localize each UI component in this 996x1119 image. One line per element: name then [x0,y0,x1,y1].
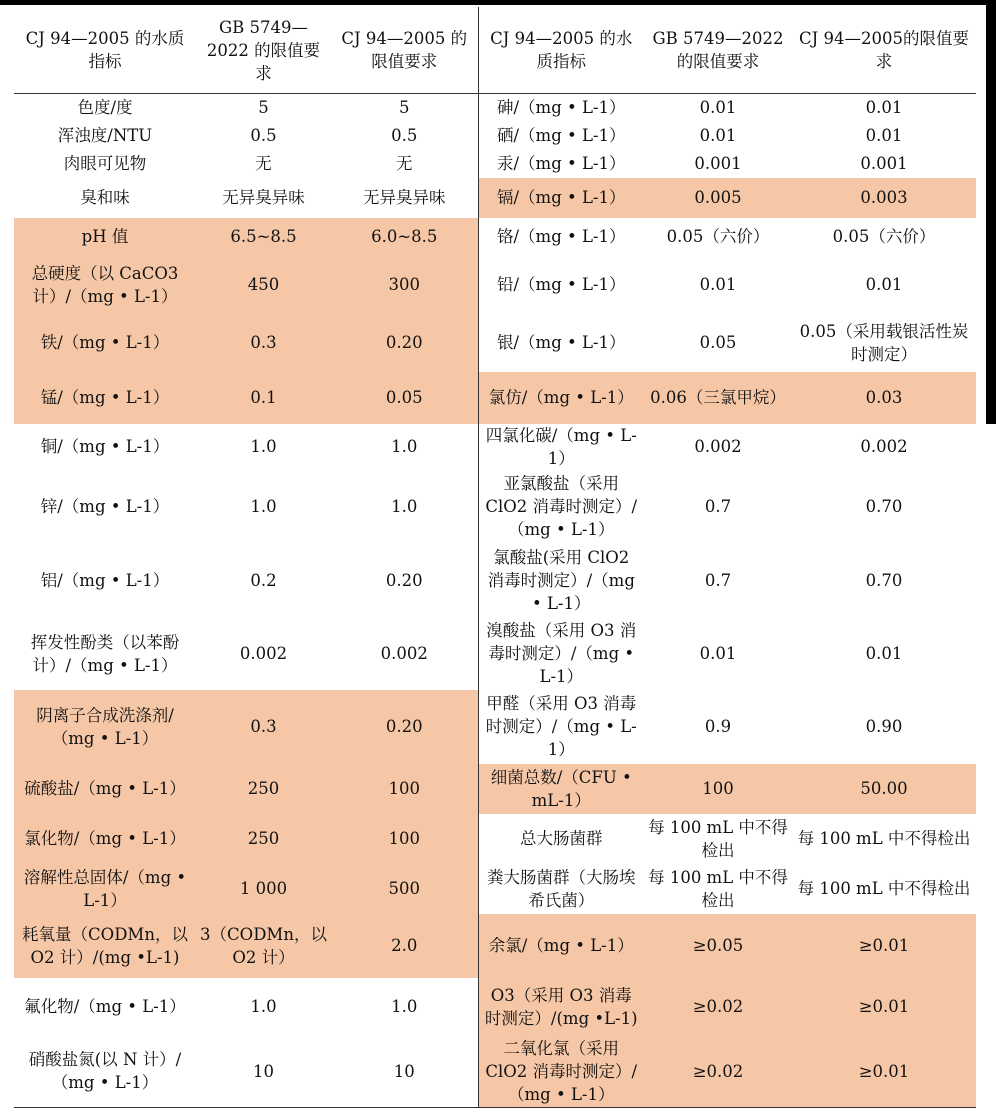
right-cell-cj-limit: 0.01 [865,275,903,294]
left-cell-cj-limit: 0.002 [331,618,478,690]
left-cell-cj-limit: 500 [331,864,478,914]
left-cell-indicator: 挥发性酚类（以苯酚计）/（mg • L-1） [30,632,180,675]
left-cell-gb-limit: 0.5 [250,126,277,145]
table-row [14,256,976,314]
left-cell-gb-limit: 6.5~8.5 [196,218,331,256]
header-left-indicator: CJ 94—2005 的水质指标 [14,7,196,94]
left-cell-indicator: 硫酸盐/（mg • L-1） [14,764,196,814]
left-cell-indicator: 肉眼可见物 [63,154,147,173]
left-cell-gb-limit: 5 [258,98,269,118]
left-cell-cj-limit: 0.5 [331,122,478,150]
left-cell-cj-limit: 0.05 [331,372,478,424]
right-cell-indicator: 亚氯酸盐（采用 ClO2 消毒时测定）/（mg • L-1） [485,474,638,539]
right-cell-cj-limit: 0.70 [865,497,903,516]
left-cell-cj-limit: 0.20 [331,314,478,372]
left-cell-indicator: 铁/（mg • L-1） [14,314,196,372]
left-cell-gb-limit: 3（CODMn，以 O2 计） [196,914,331,978]
right-cell-indicator: 砷/（mg • L-1） [496,98,626,118]
right-cell-cj-limit: 每 100 mL 中不得检出 [797,879,971,898]
left-cell-cj-limit: 2.0 [331,914,478,978]
left-cell-indicator: 总硬度（以 CaCO3 计）/（mg • L-1） [14,256,196,314]
right-cell-indicator: 余氯/（mg • L-1） [478,914,644,978]
right-cell-gb-limit: 0.7 [704,571,732,590]
left-cell-indicator: 锌/（mg • L-1） [40,497,170,516]
left-cell-gb-limit: 10 [196,1036,331,1108]
left-cell-indicator: 铝/（mg • L-1） [40,571,170,590]
left-cell-cj-limit: 10 [331,1036,478,1108]
right-cell-cj-limit: 0.90 [865,717,903,736]
right-cell-indicator: 硒/（mg • L-1） [496,126,626,145]
left-cell-gb-limit: 250 [196,764,331,814]
left-cell-indicator: 色度/度 [77,98,133,118]
left-cell-gb-limit: 250 [196,814,331,864]
right-cell-cj-limit: ≥0.01 [792,978,976,1036]
left-cell-cj-limit: 100 [331,764,478,814]
table-row [14,314,976,372]
left-cell-gb-limit: 0.1 [196,372,331,424]
header-row [14,7,976,94]
right-cell-indicator: 银/（mg • L-1） [496,333,626,352]
right-cell-gb-limit: ≥0.05 [644,914,792,978]
left-cell-cj-limit: 5 [331,94,478,122]
right-cell-cj-limit: 0.03 [792,372,976,424]
left-cell-indicator: 硝酸盐氮(以 N 计）/（mg • L-1） [14,1036,196,1108]
table-row [14,814,976,864]
table-row [14,864,976,914]
left-cell-gb-limit: 0.3 [196,690,331,764]
table-row [14,978,976,1036]
left-cell-gb-limit: 450 [196,256,331,314]
right-cell-cj-limit: 0.01 [865,98,903,118]
left-cell-indicator: 氟化物/（mg • L-1） [24,997,186,1016]
left-cell-cj-limit: 无 [331,150,478,178]
right-cell-cj-limit: 0.003 [792,178,976,218]
left-cell-cj-limit: 100 [331,814,478,864]
right-cell-cj-limit: 0.05（采用载银活性炭时测定） [799,321,969,364]
left-cell-cj-limit: 300 [331,256,478,314]
right-cell-cj-limit: 50.00 [792,764,976,814]
right-cell-gb-limit: 0.05（六价） [666,227,770,246]
table-row [14,690,976,764]
left-cell-cj-limit: 0.20 [331,544,478,618]
left-cell-cj-limit: 6.0~8.5 [331,218,478,256]
right-cell-indicator: 甲醛（采用 O3 消毒时测定）/（mg • L-1） [485,694,637,759]
right-cell-gb-limit: 0.01 [699,126,737,145]
right-cell-cj-limit: ≥0.01 [792,914,976,978]
right-cell-indicator: 氯仿/（mg • L-1） [478,372,644,424]
right-cell-indicator: 溴酸盐（采用 O3 消毒时测定）/（mg • L-1） [486,621,637,686]
table-row [14,372,976,424]
table-row [14,544,976,618]
left-cell-indicator: 阴离子合成洗涤剂/（mg • L-1） [14,690,196,764]
left-cell-indicator: 锰/（mg • L-1） [14,372,196,424]
page-edge-gap [0,422,14,425]
right-cell-indicator: 粪大肠菌群（大肠埃希氏菌） [487,867,636,910]
right-cell-gb-limit: 0.01 [699,644,737,663]
header-right-gb: GB 5749—2022 的限值要求 [644,7,792,94]
header-left-cj: CJ 94—2005 的限值要求 [331,7,478,94]
right-cell-cj-limit: 0.05（六价） [832,227,936,246]
table-row [14,94,976,122]
right-cell-indicator: 二氧化氯（采用 ClO2 消毒时测定）/（mg • L-1） [478,1036,644,1108]
left-cell-gb-limit: 0.2 [250,571,277,590]
right-cell-gb-limit: 每 100 mL 中不得检出 [648,867,788,910]
right-cell-cj-limit: 0.01 [865,644,903,663]
table-row [14,178,976,218]
left-cell-indicator: pH 值 [14,218,196,256]
right-cell-indicator: 镉/（mg • L-1） [478,178,644,218]
right-cell-gb-limit: 0.05 [699,333,737,352]
right-cell-gb-limit: 每 100 mL 中不得检出 [648,817,788,860]
right-cell-gb-limit: 100 [644,764,792,814]
table-row [14,914,976,978]
right-cell-indicator: 铅/（mg • L-1） [496,275,626,294]
table-row [14,1036,976,1108]
right-cell-gb-limit: 0.9 [704,717,732,736]
right-cell-gb-limit: 0.002 [694,437,742,456]
table-row [14,218,976,256]
header-right-cj: CJ 94—2005的限值要求 [792,7,976,94]
right-cell-cj-limit: 每 100 mL 中不得检出 [797,829,971,848]
left-cell-indicator: 溶解性总固体/（mg • L-1） [14,864,196,914]
comparison-table [14,7,976,1108]
right-cell-indicator: 四氯化碳/（mg • L-1） [485,425,637,468]
left-cell-cj-limit: 1.0 [331,424,478,470]
right-cell-cj-limit: 0.001 [860,154,908,173]
right-cell-cj-limit: 0.01 [865,126,903,145]
left-cell-gb-limit: 1.0 [250,497,277,516]
right-cell-cj-limit: ≥0.01 [792,1036,976,1108]
table-row [14,470,976,544]
left-cell-gb-limit: 1 000 [196,864,331,914]
left-cell-gb-limit: 无 [255,154,272,173]
right-cell-indicator: 总大肠菌群 [520,829,603,848]
right-cell-gb-limit: 0.01 [699,98,737,118]
right-cell-gb-limit: 0.001 [694,154,742,173]
left-cell-indicator: 臭和味 [80,188,130,207]
right-cell-indicator: 细菌总数/（CFU • mL-1） [478,764,644,814]
right-cell-cj-limit: 0.002 [860,437,908,456]
right-cell-cj-limit: 0.70 [865,571,903,590]
left-cell-gb-limit: 0.002 [239,644,288,663]
right-cell-indicator: 铬/（mg • L-1） [496,227,626,246]
right-cell-indicator: O3（采用 O3 消毒时测定）/(mg •L-1) [478,978,644,1036]
header-right-indicator: CJ 94—2005 的水质指标 [478,7,644,94]
table-row [14,424,976,470]
left-cell-indicator: 耗氧量（CODMn，以 O2 计）/(mg •L-1) [14,914,196,978]
right-cell-gb-limit: 0.01 [699,275,737,294]
left-cell-indicator: 氯化物/（mg • L-1） [14,814,196,864]
left-cell-gb-limit: 1.0 [250,997,277,1016]
dark-border-right [986,0,996,424]
left-cell-gb-limit: 无异臭异味 [222,188,305,207]
left-cell-gb-limit: 1.0 [250,437,277,456]
left-cell-cj-limit: 1.0 [331,978,478,1036]
table-row [14,618,976,690]
table-row [14,122,976,150]
left-cell-cj-limit: 1.0 [331,470,478,544]
right-cell-gb-limit: ≥0.02 [644,1036,792,1108]
table-row [14,150,976,178]
right-cell-gb-limit: ≥0.02 [644,978,792,1036]
right-cell-gb-limit: 0.005 [644,178,792,218]
table-row [14,764,976,814]
dark-border-top [0,0,996,5]
left-cell-indicator: 铜/（mg • L-1） [40,437,170,456]
right-cell-gb-limit: 0.06（三氯甲烷） [644,372,792,424]
left-cell-indicator: 浑浊度/NTU [57,126,153,145]
right-cell-indicator: 汞/（mg • L-1） [496,154,626,173]
left-cell-cj-limit: 0.20 [331,690,478,764]
left-cell-cj-limit: 无异臭异味 [331,178,478,218]
left-cell-gb-limit: 0.3 [196,314,331,372]
right-cell-gb-limit: 0.7 [704,497,732,516]
header-left-gb: GB 5749—2022 的限值要求 [196,7,331,94]
right-cell-indicator: 氯酸盐(采用 ClO2 消毒时测定）/（mg • L-1） [487,548,635,613]
